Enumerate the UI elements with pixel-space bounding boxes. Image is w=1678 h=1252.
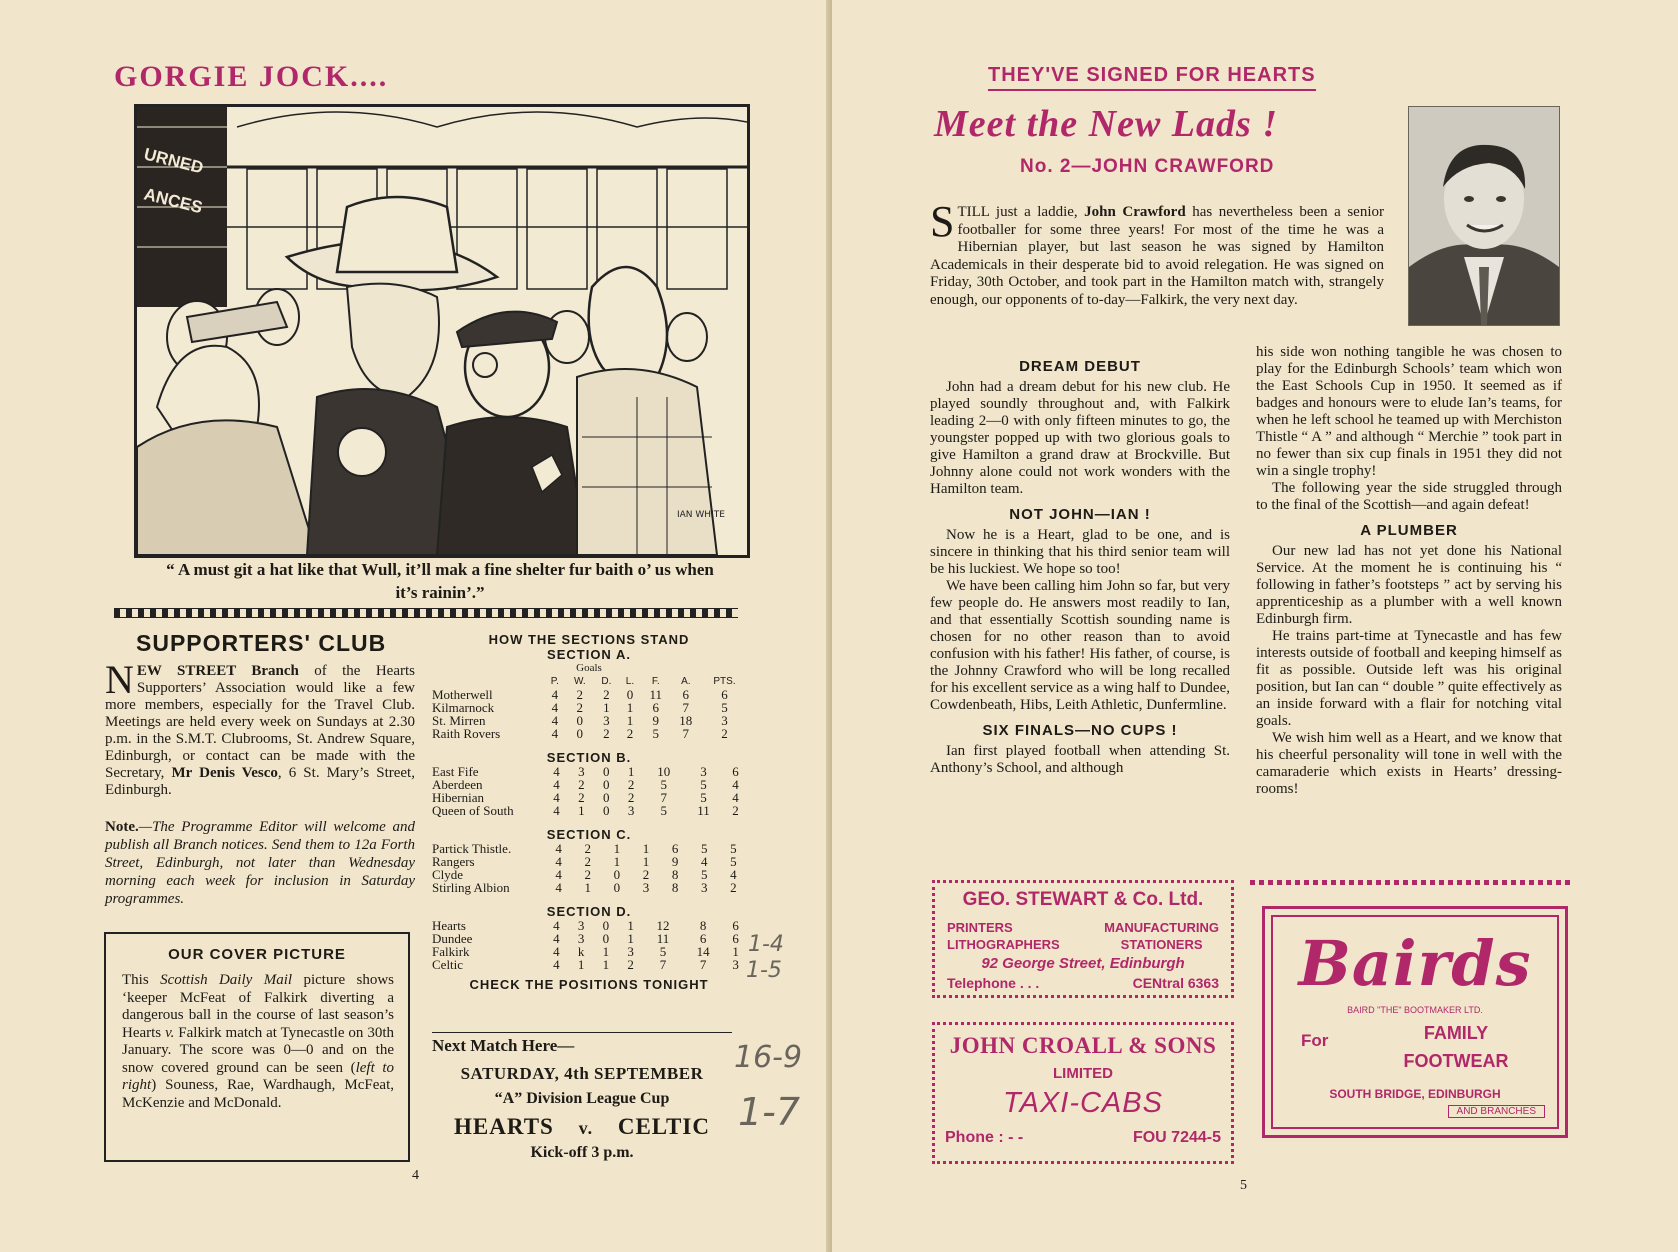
stat-cell: 2 bbox=[578, 790, 585, 805]
stat-cell: 4 bbox=[553, 803, 560, 818]
stat-cell: 6 bbox=[671, 841, 679, 856]
cover-picture-box bbox=[104, 932, 410, 1162]
cover-paper-name: Scottish Daily Mail bbox=[160, 972, 293, 988]
table-row bbox=[430, 881, 748, 894]
stewart-services-right bbox=[1104, 919, 1219, 953]
page-right bbox=[832, 0, 1678, 1252]
bairds-for: For bbox=[1301, 1031, 1329, 1050]
section-title: SECTION D. bbox=[546, 904, 632, 919]
stat-cell: 5 bbox=[652, 726, 660, 741]
plumber-text-2: He trains part-time at Tynecastle and has few interests outside of football and keeping himself as fit as possible. Outside left was his original position, but Ian can “ double ” quite effectively as an inside forward with a flair for notching vital goals. bbox=[1256, 628, 1562, 729]
croall-phone-label: Phone : - - bbox=[945, 1129, 1024, 1146]
stat-cell: 1 bbox=[584, 880, 591, 895]
plumber-text-3: We wish him well as a Heart, and we know that his cheerful personality will tone in well with the camaraderie which exists in Hearts’ dressing-rooms! bbox=[1256, 730, 1562, 797]
stat-cell: 2 bbox=[627, 957, 634, 972]
bairds-family-footwear bbox=[1371, 1019, 1541, 1075]
stat-cell: 1 bbox=[627, 764, 635, 779]
check-positions-note: CHECK THE POSITIONS TONIGHT bbox=[469, 977, 709, 992]
stat-cell: 8 bbox=[671, 880, 679, 895]
stat-cell: 4 bbox=[553, 777, 560, 792]
stat-cell: 1 bbox=[602, 944, 610, 959]
secretary-address: , 6 St. Mary’s Street, Edinburgh. bbox=[105, 765, 415, 798]
stat-cell: 4 bbox=[553, 790, 560, 805]
stat-cell: 1 bbox=[642, 854, 650, 869]
supporters-club-title: SUPPORTERS' CLUB bbox=[136, 630, 387, 656]
stat-cell: 4 bbox=[732, 777, 739, 792]
note-text: —The Programme Editor will welcome and publish all Branch notices. Send them to 12a Forth Street, Edinburgh, not later than Wednesday morning each week for inclusion in Saturday programmes. bbox=[105, 819, 415, 907]
cover-text-1: This bbox=[122, 972, 161, 988]
stat-cell: 2 bbox=[626, 726, 634, 741]
supporters-club-text: of the Hearts Supporters’ Association would like a few more members, especially for the Travel Club. Meetings are held every week on Sundays at 2.30 p.m. in the S.M.T. Clubrooms, St. Andrew Square, Edinburgh, or contact can be made with the Secretary, bbox=[105, 663, 415, 781]
cartoon-illustration bbox=[134, 104, 750, 558]
stat-cell: 0 bbox=[602, 931, 610, 946]
not-john-text-1: Now he is a Heart, glad to be one, and is sincere in thinking that his third senior team will be his luckiest. We hope so too! bbox=[930, 527, 1230, 577]
stat-cell: 11 bbox=[656, 931, 670, 946]
player-subhead: No. 2—JOHN CRAWFORD bbox=[1020, 156, 1275, 177]
stewart-tel-label: Telephone . . . bbox=[947, 975, 1040, 991]
stat-cell: 6 bbox=[732, 918, 739, 933]
handwritten-note-2: 1-5 bbox=[746, 958, 782, 983]
cover-left-to-right: left to right bbox=[122, 1059, 394, 1093]
stat-cell: 2 bbox=[627, 777, 635, 792]
stat-cell: 2 bbox=[603, 726, 610, 741]
versus: v. bbox=[578, 1118, 594, 1138]
stat-cell: 0 bbox=[602, 764, 610, 779]
subhead-not-john-ian: NOT JOHN—IAN ! bbox=[1009, 506, 1151, 523]
stat-cell: 1 bbox=[577, 957, 585, 972]
stat-cell: 2 bbox=[732, 803, 739, 818]
handwritten-note-4: 1-7 bbox=[738, 1090, 801, 1134]
handwritten-note-3: 16-9 bbox=[734, 1040, 803, 1075]
team-name: Hearts bbox=[432, 918, 466, 933]
gorgie-jock-title: GORGIE JOCK.... bbox=[114, 60, 389, 93]
stat-cell: 5 bbox=[730, 854, 737, 869]
stat-cell: 11 bbox=[649, 687, 663, 702]
stat-cell: 2 bbox=[578, 777, 585, 792]
stat-cell: 3 bbox=[700, 764, 707, 779]
section-title: SECTION B. bbox=[546, 750, 632, 765]
stat-cell: 3 bbox=[721, 713, 728, 728]
intro-paragraph bbox=[930, 197, 1384, 309]
supporters-club-body bbox=[105, 657, 415, 799]
team-name: Aberdeen bbox=[432, 777, 483, 792]
column-header: L. bbox=[625, 676, 635, 687]
team-name: Clyde bbox=[432, 867, 464, 882]
table-row bbox=[430, 727, 748, 740]
next-match-competition: “A” Division League Cup bbox=[494, 1090, 670, 1107]
stat-cell: 1 bbox=[627, 918, 634, 933]
stat-cell: 1 bbox=[613, 854, 621, 869]
bairds-address: SOUTH BRIDGE, EDINBURGH bbox=[1329, 1087, 1501, 1101]
stat-cell: 4 bbox=[553, 957, 560, 972]
team-name: Motherwell bbox=[432, 687, 493, 702]
stat-cell: 0 bbox=[602, 918, 610, 933]
column-header: F. bbox=[651, 676, 660, 687]
stat-cell: 4 bbox=[730, 867, 737, 882]
stat-cell: 0 bbox=[576, 726, 584, 741]
cartoon-drawing bbox=[137, 107, 747, 555]
cover-text-2: picture shows ‘keeper McFeat of Falkirk diverting a dangerous ball in the course of last season’s Hearts bbox=[122, 972, 395, 1041]
stat-cell: 2 bbox=[576, 700, 584, 715]
stat-cell: 7 bbox=[699, 957, 707, 972]
stewart-lithographers: LITHOGRAPHERS bbox=[947, 937, 1060, 952]
team-name: East Fife bbox=[432, 764, 479, 779]
stat-cell: 4 bbox=[551, 700, 559, 715]
six-finals-text: Ian first played football when attending St. Anthony’s School, and although bbox=[930, 743, 1230, 776]
intro-player-name: John Crawford bbox=[1084, 204, 1186, 220]
standings-table bbox=[430, 919, 748, 971]
intro-drop-cap: S bbox=[930, 197, 955, 246]
stewart-address: 92 George Street, Edinburgh bbox=[981, 955, 1185, 972]
ad-divider bbox=[1250, 880, 1570, 885]
section-standings bbox=[430, 632, 748, 992]
drop-cap: N bbox=[105, 657, 134, 702]
column-header: PTS. bbox=[713, 676, 736, 687]
page-number-left: 4 bbox=[412, 1168, 419, 1183]
cover-versus: v. bbox=[165, 1024, 175, 1041]
stat-cell: 1 bbox=[578, 803, 585, 818]
stat-cell: 0 bbox=[602, 790, 610, 805]
stat-cell: 3 bbox=[732, 957, 739, 972]
editor-note bbox=[105, 818, 415, 908]
intro-text-a: TILL just a laddie, bbox=[957, 204, 1085, 220]
ad-bairds bbox=[1262, 906, 1568, 1138]
next-match-fixture bbox=[432, 1114, 732, 1140]
stat-cell: 4 bbox=[555, 880, 562, 895]
stat-cell: 2 bbox=[627, 790, 635, 805]
column-header: W. bbox=[573, 676, 586, 687]
portrait-image bbox=[1409, 107, 1559, 325]
next-match-date: SATURDAY, 4th SEPTEMBER bbox=[460, 1064, 704, 1083]
stat-cell: 2 bbox=[584, 867, 591, 882]
stat-cell: 4 bbox=[551, 687, 559, 702]
column-header: A. bbox=[681, 676, 691, 687]
stat-cell: 4 bbox=[551, 713, 559, 728]
team-name: Stirling Albion bbox=[432, 880, 510, 895]
column-header: P. bbox=[550, 676, 559, 687]
stat-cell: 12 bbox=[656, 918, 670, 933]
stat-cell: 2 bbox=[603, 687, 610, 702]
stat-cell: 2 bbox=[642, 867, 650, 882]
stat-cell: 11 bbox=[697, 803, 710, 818]
intro-text-b: has nevertheless been a senior footballer for some three years! For most of the time he was a Hibernian player, but last season he was signed by Hamilton Academicals in their desperate bid to avoid relegation. He was signed on Friday, 30th October, and took part in the Hamilton match with, strangely enough, our opponents of to-day—Falkirk, the very next day. bbox=[930, 204, 1384, 308]
stewart-tel: CENtral 6363 bbox=[1132, 975, 1219, 991]
column-header: D. bbox=[601, 676, 612, 687]
kickoff-time: Kick-off 3 p.m. bbox=[530, 1144, 634, 1161]
team-name: Kilmarnock bbox=[432, 700, 495, 715]
cover-picture-text bbox=[122, 972, 394, 1112]
stat-cell: 8 bbox=[671, 867, 679, 882]
stat-cell: 5 bbox=[660, 777, 667, 792]
page-left bbox=[0, 0, 830, 1252]
stat-cell: 10 bbox=[657, 764, 671, 779]
standings-heading: HOW THE SECTIONS STAND bbox=[488, 632, 690, 647]
standings-table bbox=[430, 842, 748, 894]
col2-text-1: his side won nothing tangible he was chosen to play for the Edinburgh Schools’ team which won the East Schools Cup in 1950. It seemed as if badges and honours were to elude Ian’s teams, for when he left school he teamed up with Merchiston Thistle “ A ” and although “ Merchie ” took part in no fewer than six cup finals in 1951 they did not win a single trophy! bbox=[1256, 344, 1562, 479]
stat-cell: 18 bbox=[679, 713, 693, 728]
stat-cell: 4 bbox=[732, 790, 739, 805]
next-match-label: Next Match Here— bbox=[432, 1036, 575, 1055]
plumber-text-1: Our new lad has not yet done his National Service. At the moment he is continuing his “ following in father’s footsteps ” act by serving his apprenticeship as a plumber with a well known Edinburgh firm. bbox=[1256, 543, 1562, 627]
next-match-rule bbox=[432, 1032, 732, 1033]
stat-cell: 1 bbox=[732, 944, 739, 959]
stat-cell: 3 bbox=[603, 713, 610, 728]
stewart-printers: PRINTERS bbox=[947, 920, 1013, 935]
stat-cell: 3 bbox=[627, 803, 635, 818]
stat-cell: 5 bbox=[659, 944, 667, 959]
stat-cell: 7 bbox=[660, 790, 667, 805]
ad-geo-stewart bbox=[932, 880, 1234, 998]
stat-cell: 4 bbox=[555, 854, 562, 869]
not-john-text-2: We have been calling him John so far, but very few people do. He answers most readily to Ian, and that essentially Scottish sounding name is chosen for no other reason than to avoid confusion with his father! His father, of course, is the Johnny Crawford who will be long recalled for his excellent service as a wing half to Dundee, Cowdenbeath, Hibs, Leith Athletic, Dunfermline. bbox=[930, 578, 1230, 713]
stat-cell: 1 bbox=[602, 957, 610, 972]
stat-cell: 6 bbox=[732, 931, 739, 946]
subhead-six-finals: SIX FINALS—NO CUPS ! bbox=[982, 722, 1178, 739]
section-title: SECTION C. bbox=[546, 827, 632, 842]
team-name: Queen of South bbox=[432, 803, 514, 818]
sign-text-2: ANCES bbox=[142, 184, 205, 218]
goals-header-row bbox=[430, 662, 748, 675]
croall-limited: LIMITED bbox=[1053, 1065, 1113, 1082]
player-photo bbox=[1408, 106, 1560, 326]
stat-cell: 2 bbox=[584, 841, 591, 856]
stat-cell: 3 bbox=[701, 880, 708, 895]
stat-cell: 7 bbox=[682, 700, 690, 715]
standings-table bbox=[430, 662, 748, 740]
away-team: CELTIC bbox=[617, 1114, 710, 1139]
next-match-box bbox=[432, 1036, 732, 1162]
team-name: Hibernian bbox=[432, 790, 484, 805]
stat-cell: 4 bbox=[553, 944, 560, 959]
stat-cell: 0 bbox=[626, 687, 634, 702]
stat-cell: 1 bbox=[626, 700, 634, 715]
stat-cell: 6 bbox=[652, 700, 660, 715]
stat-cell: 5 bbox=[721, 700, 728, 715]
signed-kicker: THEY'VE SIGNED FOR HEARTS bbox=[988, 64, 1316, 91]
stat-cell: 6 bbox=[732, 764, 739, 779]
stat-cell: 1 bbox=[642, 841, 650, 856]
bairds-tagline: BAIRD "THE" BOOTMAKER LTD. bbox=[1347, 1005, 1483, 1015]
stat-cell: 2 bbox=[576, 687, 584, 702]
stewart-services-left bbox=[947, 919, 1060, 953]
stat-cell: 3 bbox=[642, 880, 650, 895]
note-label: Note. bbox=[105, 819, 139, 835]
stat-cell: 2 bbox=[584, 854, 591, 869]
page-number-right: 5 bbox=[1240, 1178, 1247, 1193]
subhead-plumber: A PLUMBER bbox=[1360, 522, 1458, 539]
stat-cell: 5 bbox=[701, 841, 708, 856]
stat-cell: 1 bbox=[626, 713, 634, 728]
stat-cell: 8 bbox=[699, 918, 707, 933]
subhead-dream-debut: DREAM DEBUT bbox=[1019, 358, 1141, 375]
cover-picture-title: OUR COVER PICTURE bbox=[168, 946, 346, 963]
stat-cell: 4 bbox=[553, 764, 560, 779]
table-row bbox=[430, 804, 748, 817]
croall-phone: FOU 7244-5 bbox=[1132, 1129, 1221, 1146]
secretary-name: Mr Denis Vesco bbox=[171, 765, 278, 781]
column-two bbox=[1256, 344, 1562, 798]
croall-service: TAXI-CABS bbox=[1003, 1087, 1163, 1119]
bairds-logo: Bairds bbox=[1298, 927, 1532, 1000]
stat-cell: 5 bbox=[700, 777, 707, 792]
stat-cell: 4 bbox=[701, 854, 708, 869]
stat-cell: 3 bbox=[627, 944, 634, 959]
team-name: St. Mirren bbox=[432, 713, 486, 728]
stat-cell: 4 bbox=[551, 726, 559, 741]
bairds-family: FAMILY bbox=[1423, 1023, 1489, 1043]
column-one bbox=[930, 350, 1230, 777]
stat-cell: 0 bbox=[613, 880, 621, 895]
stat-cell: 6 bbox=[682, 687, 690, 702]
cartoon-signature: IAN WHITE bbox=[677, 510, 725, 520]
stat-cell: 3 bbox=[577, 931, 585, 946]
croall-name: JOHN CROALL & SONS bbox=[949, 1033, 1217, 1058]
stat-cell: 14 bbox=[696, 944, 710, 959]
stewart-stationers: STATIONERS bbox=[1120, 937, 1203, 952]
stat-cell: 5 bbox=[660, 803, 667, 818]
goals-label: Goals bbox=[576, 662, 602, 674]
stat-cell: 7 bbox=[682, 726, 690, 741]
stat-cell: 5 bbox=[701, 867, 708, 882]
stat-cell: 3 bbox=[577, 918, 585, 933]
stat-cell: 2 bbox=[730, 880, 737, 895]
headline: Meet the New Lads ! bbox=[934, 103, 1279, 145]
team-name: Dundee bbox=[432, 931, 473, 946]
table-row bbox=[430, 958, 748, 971]
team-name: Falkirk bbox=[432, 944, 470, 959]
branch-name: EW STREET Branch bbox=[136, 663, 299, 679]
handwritten-note-1: 1-4 bbox=[748, 932, 784, 957]
cartoon-caption: “ A must git a hat like that Wull, it’ll mak a fine shelter fur baith o’ us when it’s rainin’.” bbox=[166, 560, 714, 602]
bairds-branches: AND BRANCHES bbox=[1448, 1105, 1545, 1118]
stewart-manufacturing: MANUFACTURING bbox=[1104, 920, 1219, 935]
stat-cell: 1 bbox=[627, 931, 634, 946]
stat-cell: 3 bbox=[578, 764, 585, 779]
stat-cell: 4 bbox=[555, 841, 562, 856]
stat-cell: 1 bbox=[613, 841, 621, 856]
cover-text-4: ) Souness, Rae, Wardhaugh, McFeat, McKenzie and McDonald. bbox=[122, 1077, 394, 1111]
standings-table bbox=[430, 765, 748, 817]
team-name: Celtic bbox=[432, 957, 464, 972]
checkered-divider bbox=[114, 608, 738, 618]
stat-cell: 4 bbox=[553, 931, 560, 946]
team-name: Partick Thistle. bbox=[432, 841, 512, 856]
bairds-footwear: FOOTWEAR bbox=[1403, 1051, 1509, 1071]
cover-text-3: Falkirk match at Tynecastle on 30th January. The score was 0—0 and on the snow covered ground can be seen ( bbox=[122, 1024, 395, 1076]
standings-tables bbox=[430, 647, 748, 971]
stat-cell: 2 bbox=[721, 726, 728, 741]
stat-cell: 9 bbox=[652, 713, 660, 728]
dream-debut-text: John had a dream debut for his new club. He played soundly throughout and, with Falkirk leading 2—0 with only fifteen minutes to go, the youngster popped up with two glorious goals to give Hamilton a grand draw at Brockville. But Johnny alone could not work wonders with the Hamilton team. bbox=[930, 379, 1230, 497]
stat-cell: 1 bbox=[603, 700, 610, 715]
stat-cell: 0 bbox=[602, 777, 610, 792]
ad-john-croall bbox=[932, 1022, 1234, 1164]
stat-cell: 6 bbox=[699, 931, 707, 946]
stat-cell: 5 bbox=[730, 841, 737, 856]
section-title: SECTION A. bbox=[547, 647, 631, 662]
sign-text-1: URNED bbox=[142, 144, 206, 178]
stat-cell: 5 bbox=[700, 790, 707, 805]
stat-cell: 0 bbox=[602, 803, 610, 818]
stat-cell: 7 bbox=[659, 957, 667, 972]
stat-cell: 4 bbox=[553, 918, 560, 933]
home-team: HEARTS bbox=[454, 1114, 554, 1139]
team-name: Rangers bbox=[432, 854, 475, 869]
stat-cell: 0 bbox=[613, 867, 621, 882]
stat-cell: 6 bbox=[721, 687, 728, 702]
col2-text-2: The following year the side struggled through to the final of the Scottish—and again defeat! bbox=[1256, 480, 1562, 513]
stat-cell: 4 bbox=[555, 867, 562, 882]
team-name: Raith Rovers bbox=[432, 726, 501, 741]
stat-cell: k bbox=[577, 944, 585, 959]
stewart-name: GEO. STEWART & Co. Ltd. bbox=[962, 889, 1204, 910]
stat-cell: 0 bbox=[576, 713, 584, 728]
stat-cell: 9 bbox=[671, 854, 679, 869]
